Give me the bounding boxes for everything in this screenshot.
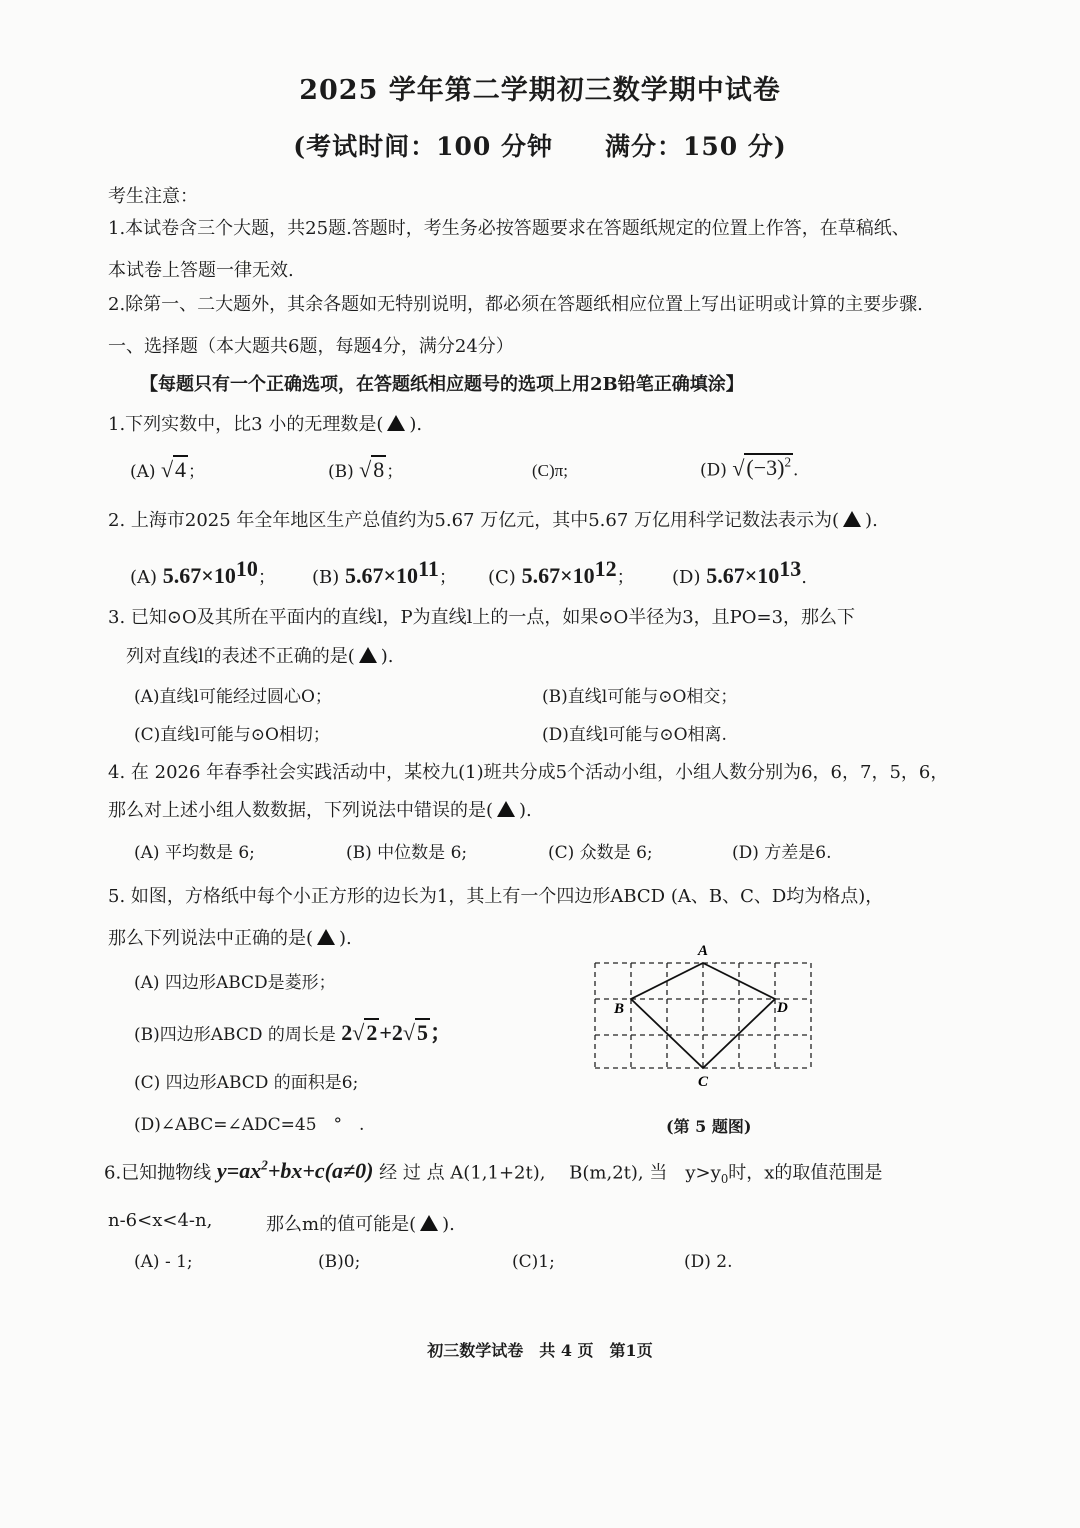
section1-instruction: 【每题只有一个正确选项，在答题纸相应题号的选项上用2B铅笔正确填涂】: [140, 374, 744, 395]
q2-d-label: (D): [672, 567, 701, 588]
q6-stem-subscript: 0: [720, 1171, 729, 1186]
q5-b-coef: 2: [341, 1020, 353, 1045]
q2-stem: [108, 506, 878, 532]
q2-stem-text: 2. 上海市2025 年全年地区生产总值约为5.67 万亿元，其中5.67 万亿用科学记数法表示为(: [108, 510, 840, 531]
page-subtitle: (考试时间：100 分钟 满分：150 分): [293, 132, 787, 161]
q4-stem-line1: 4. 在 2026 年春季社会实践活动中，某校九(1)班共分成5个活动小组，小组人数分别为6，6，7，5，6，: [108, 762, 949, 783]
q6-stem-text2: 那么m的值可能是(: [266, 1214, 417, 1235]
q3-option-d: (D)直线l可能与⊙O相离.: [542, 725, 727, 745]
sqrt-icon: √4: [160, 457, 187, 482]
q6-formula: [217, 1158, 373, 1183]
triangle-icon: [420, 1215, 438, 1231]
notice-line1: 1.本试卷含三个大题，共25题.答题时，考生务必按答题要求在答题纸规定的位置上作答，在草稿纸、: [108, 218, 910, 239]
vertex-label-c: C: [698, 1074, 709, 1088]
q2-b-label: (B): [312, 567, 340, 588]
q4-stem-line2: [108, 796, 532, 822]
q6-option-d: (D) 2.: [684, 1252, 733, 1272]
q3-option-a: (A)直线l可能经过圆心O；: [134, 687, 332, 707]
page-title: 2025 学年第二学期初三数学期中试卷: [299, 75, 781, 106]
q6-stem-mid: 经 过 点 A(1,1+2t), B(m,2t), 当 y>y: [379, 1162, 721, 1184]
q2-b-end: ；: [438, 567, 457, 588]
q2-option-a: [130, 556, 276, 589]
notice-heading: 考生注意：: [108, 186, 198, 207]
q1-stem-text: 1.下列实数中，比3 小的无理数是(: [108, 414, 384, 435]
q2-c-end: ；: [616, 567, 635, 588]
q2-d-value: 5.67×10: [706, 563, 780, 588]
q2-c-exponent: 12: [594, 556, 617, 581]
q5-stem-end: ).: [339, 928, 352, 949]
q1-stem-end: ).: [409, 414, 423, 435]
sqrt-icon: $√(-3)^2$: [732, 455, 792, 481]
quadrilateral-abcd: [631, 963, 775, 1068]
page-footer: 初三数学试卷 共 4 页 第1页: [427, 1341, 653, 1360]
q5-option-c: (C) 四边形ABCD 的面积是6;: [134, 1073, 359, 1093]
q5-option-b: [134, 1016, 452, 1047]
q4-option-c: (C) 众数是 6;: [548, 843, 653, 863]
q5-b-text: (B)四边形ABCD 的周长是: [134, 1025, 336, 1045]
q5-figure: [585, 938, 825, 1088]
q5-b-radicand1: 2: [366, 1020, 378, 1045]
q4-stem-text: 那么对上述小组人数数据，下列说法中错误的是(: [108, 800, 494, 821]
q2-b-exponent: 11: [418, 556, 439, 581]
q3-option-b: (B)直线l可能与⊙O相交；: [542, 687, 738, 707]
q1-b-end: ；: [386, 462, 404, 482]
q6-formula-rest: +bx+c(a≠0): [267, 1158, 374, 1184]
q3-stem-line1: 3. 已知⊙O及其所在平面内的直线l，P为直线l上的一点，如果⊙O半径为3，且PO=3，那么下: [108, 607, 856, 628]
sqrt-icon: √5: [402, 1020, 428, 1045]
q5-b-end: ；: [430, 1020, 453, 1045]
triangle-icon: [317, 929, 335, 945]
q5-stem-line1: 5. 如图，方格纸中每个小正方形的边长为1，其上有一个四边形ABCD (A、B、C、D均为格点)，: [108, 886, 884, 907]
q1-a-label: (A): [130, 462, 156, 482]
q2-d-end: .: [801, 567, 807, 588]
q6-option-a: (A) - 1;: [134, 1252, 193, 1272]
q6-stem-text: 6.已知抛物线: [104, 1162, 212, 1184]
vertex-label-a: A: [698, 943, 709, 959]
figure-caption: (第 5 题图): [666, 1117, 752, 1136]
q5-b-plus: +2: [379, 1020, 403, 1045]
q1-b-label: (B): [328, 462, 354, 482]
q3-stem-text: 列对直线l的表述不正确的是(: [126, 646, 355, 667]
q6-stem-line1: [104, 1158, 882, 1186]
q1-d-exponent: 2: [784, 455, 792, 470]
q1-stem: [108, 410, 422, 436]
q6-stem-end2: ).: [442, 1214, 455, 1235]
q2-a-exponent: 10: [235, 556, 258, 581]
q5-option-d: (D)∠ABC=∠ADC=45 ° .: [134, 1115, 365, 1135]
q2-a-end: ；: [257, 567, 276, 588]
sqrt-icon: √2: [352, 1020, 378, 1045]
q5-option-a: (A) 四边形ABCD是菱形；: [134, 973, 336, 993]
vertex-label-d: D: [777, 1000, 788, 1016]
q1-d-radicand: (−3): [746, 455, 785, 481]
q3-option-c: (C)直线l可能与⊙O相切；: [134, 725, 330, 745]
q1-a-end: ；: [188, 462, 206, 482]
q3-stem-end: ).: [380, 646, 394, 667]
sqrt-icon: √8: [359, 457, 385, 482]
q1-option-b: [328, 457, 403, 483]
q1-option-c: (C)π;: [532, 461, 568, 480]
q4-option-d: (D) 方差是6.: [732, 843, 832, 863]
q1-option-d: [700, 455, 798, 481]
q4-option-b: (B) 中位数是 6;: [346, 843, 468, 863]
triangle-icon: [497, 801, 515, 817]
q2-option-b: [312, 556, 457, 589]
triangle-icon: [387, 415, 405, 431]
triangle-icon: [843, 511, 861, 527]
q1-a-radicand: 4: [175, 457, 187, 482]
q6-option-b: (B)0;: [318, 1252, 361, 1272]
q6-option-c: (C)1;: [512, 1252, 555, 1272]
q2-d-exponent: 13: [779, 556, 802, 581]
q6-stem-end: 时，x的取值范围是: [728, 1162, 883, 1184]
q1-d-label: (D): [700, 460, 727, 481]
q2-a-label: (A): [130, 567, 158, 588]
q5-stem-line2: [108, 924, 352, 950]
triangle-icon: [359, 647, 377, 663]
q1-d-end: .: [793, 460, 799, 481]
q5-b-radicand2: 5: [417, 1020, 428, 1045]
q2-a-value: 5.67×10: [162, 563, 236, 588]
q2-b-value: 5.67×10: [345, 563, 419, 588]
q2-c-label: (C): [488, 567, 516, 588]
q2-stem-end: ).: [865, 510, 878, 531]
q3-stem-line2: [126, 642, 394, 668]
q6-formula-main: y=ax: [216, 1158, 262, 1184]
q2-option-d: [672, 556, 807, 589]
q4-option-a: (A) 平均数是 6;: [134, 843, 255, 863]
vertex-label-b: B: [614, 1001, 625, 1017]
q5-stem-text: 那么下列说法中正确的是(: [108, 928, 314, 949]
q2-option-c: [488, 556, 635, 589]
q1-option-a: [130, 457, 205, 483]
q2-c-value: 5.67×10: [521, 563, 595, 588]
section1-heading: 一、选择题（本大题共6题，每题4分，满分24分）: [108, 336, 514, 357]
q4-stem-end: ).: [519, 800, 532, 821]
q6-stem-line2a: n-6<x<4-n,: [108, 1210, 213, 1231]
q5-b-formula: [341, 1020, 452, 1045]
q6-formula-exponent: 2: [261, 1158, 268, 1173]
q1-b-radicand: 8: [373, 457, 385, 482]
notice-line2: 2.除第一、二大题外，其余各题如无特别说明，都必须在答题纸相应位置上写出证明或计算的主要步骤.: [108, 294, 923, 315]
notice-line1b: 本试卷上答题一律无效.: [108, 260, 294, 281]
q6-stem-line2b: [266, 1210, 455, 1236]
